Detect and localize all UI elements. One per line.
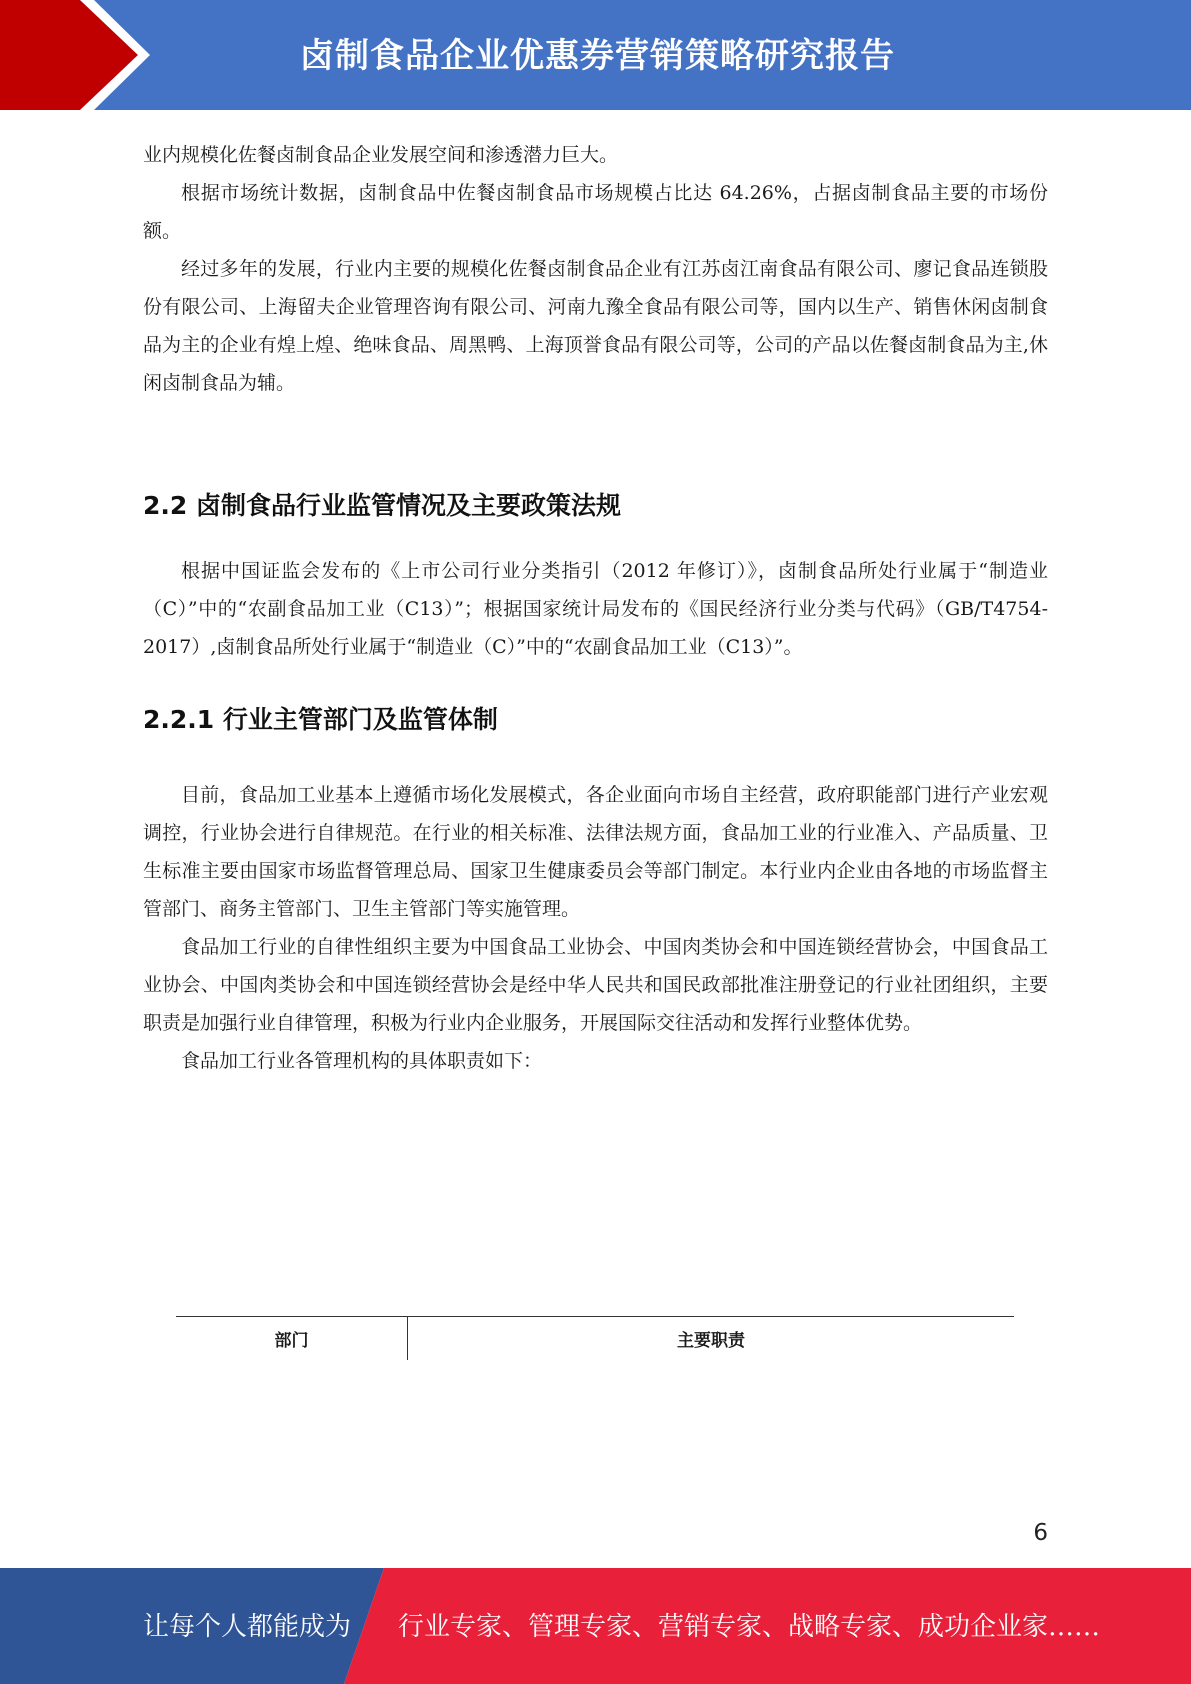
chevron-decoration-icon [0,0,160,110]
duty-table [176,1316,1014,1360]
table-header-duties: 主要职责 [408,1317,1015,1361]
footer-slogan-left: 让每个人都能成为 [143,1612,352,1642]
page-content [143,136,1048,1080]
paragraph-5: 目前，食品加工业基本上遵循市场化发展模式，各企业面向市场自主经营，政府职能部门进行产业宏观调控，行业协会进行自律规范。在行业的相关标准、法律法规方面，食品加工业的行业准入、产品质量、卫生标准主要由国家市场监督管理总局、国家卫生健康委员会等部门制定。本行业内企业由各地的市场监督主管部门、商务主管部门、卫生主管部门等实施管理。 [143,784,1048,920]
paragraph-4: 根据中国证监会发布的《上市公司行业分类指引（2012 年修订）》，卤制食品所处行业属于“制造业（C）”中的“农副食品加工业（C13）”；根据国家统计局发布的《国民经济行业分类与代码》（GB/T4754-2017）,卤制食品所处行业属于“制造业（C）”中的“农副食品加工业（C13）”。 [143,560,1048,658]
page-number: 6 [1033,1520,1048,1546]
table-header-department: 部门 [176,1317,408,1361]
paragraph-1: 业内规模化佐餐卤制食品企业发展空间和渗透潜力巨大。 [143,144,619,166]
table-header-row [176,1317,1014,1361]
section-heading-2-2: 2.2 卤制食品行业监管情况及主要政策法规 [143,491,621,520]
paragraph-2: 根据市场统计数据，卤制食品中佐餐卤制食品市场规模占比达 64.26%，占据卤制食品主要的市场份额。 [143,182,1048,242]
paragraph-3: 经过多年的发展，行业内主要的规模化佐餐卤制食品企业有江苏卤江南食品有限公司、廖记食品连锁股份有限公司、上海留夫企业管理咨询有限公司、河南九豫全食品有限公司等，国内以生产、销售休闲卤制食品为主的企业有煌上煌、绝味食品、周黑鸭、上海顶誉食品有限公司等，公司的产品以佐餐卤制食品为主,休闲卤制食品为辅。 [143,258,1048,394]
paragraph-6: 食品加工行业的自律性组织主要为中国食品工业协会、中国肉类协会和中国连锁经营协会，中国食品工业协会、中国肉类协会和中国连锁经营协会是经中华人民共和国民政部批准注册登记的行业社团组织，主要职责是加强行业自律管理，积极为行业内企业服务，开展国际交往活动和发挥行业整体优势。 [143,936,1048,1034]
page-footer [0,1568,1191,1684]
footer-slogan-right: 行业专家、管理专家、营销专家、战略专家、成功企业家…… [398,1612,1101,1642]
page-header [0,0,1191,110]
report-title: 卤制食品企业优惠券营销策略研究报告 [300,36,895,76]
section-heading-2-2-1: 2.2.1 行业主管部门及监管体制 [143,705,498,734]
paragraph-7: 食品加工行业各管理机构的具体职责如下： [181,1050,543,1072]
